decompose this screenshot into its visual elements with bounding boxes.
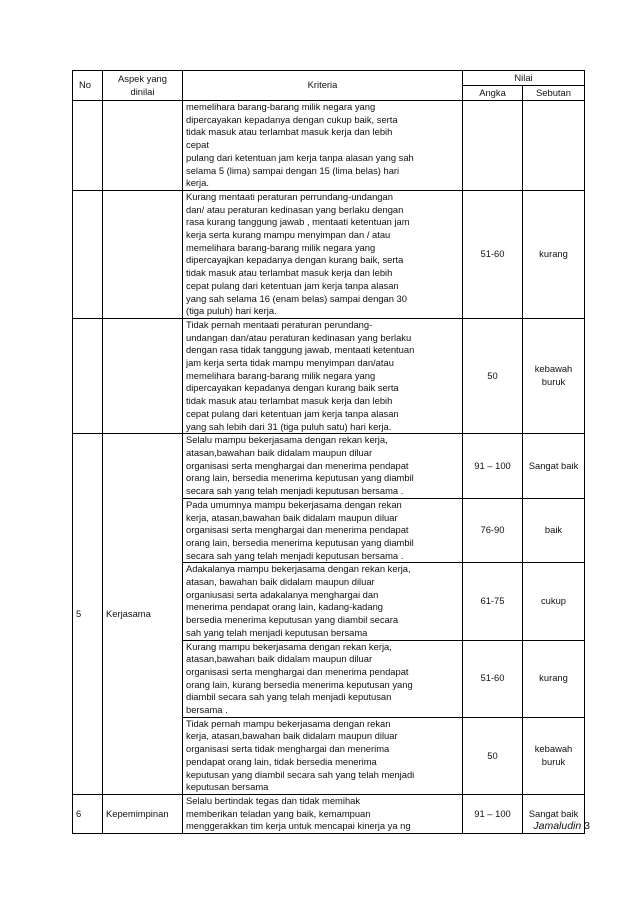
sebutan-cell (523, 101, 585, 191)
kriteria-line: pendapat orang lain, tidak bersedia menerima (186, 755, 377, 767)
kriteria-line: Tidak pernah mentaati peraturan perundang- (186, 318, 373, 330)
aspek-cell (103, 101, 183, 191)
kriteria-line: menerima pendapat orang lain, kadang-kadang (186, 601, 384, 613)
kriteria-line: memelihara barang-barang milik negara yang (186, 101, 376, 112)
aspek-cell (103, 318, 183, 433)
kriteria-line: (tiga puluh) hari kerja. (186, 305, 277, 317)
kriteria-line: kerja. (186, 177, 209, 189)
kriteria-line: Kurang mentaati peraturan perrundang-undangan (186, 190, 393, 202)
angka-cell: 76-90 (463, 498, 523, 563)
sebutan-cell: kebawah buruk (523, 318, 585, 433)
kriteria-line: kerja, atasan,bawahan baik didalam maupun diluar (186, 730, 398, 742)
header-aspek: Aspek yang dinilai (103, 71, 183, 101)
kriteria-line: dipercayakan kepadanya dengan cukup baik, serta (186, 113, 398, 125)
table-row (73, 190, 585, 318)
table-row (73, 794, 585, 833)
no-cell (73, 190, 103, 318)
kriteria-line: pulang dari ketentuan jam kerja tanpa alasan yang sah (186, 151, 414, 163)
kriteria-cell (183, 101, 463, 191)
aspek-cell: Kerjasama (103, 434, 183, 795)
kriteria-line: memberikan teladan yang baik, kemampuan (186, 807, 371, 819)
kriteria-line: secara sah yang telah menjadi keputusan bersama . (186, 549, 404, 561)
footer-page-number: 3 (584, 820, 590, 832)
kriteria-line: jam kerja serta tidak mampu menyimpan dan/atau (186, 357, 394, 369)
kriteria-line: keputusan bersama (186, 781, 269, 793)
table-row (73, 434, 585, 499)
assessment-table (72, 70, 585, 834)
kriteria-line: yang sah lebih dari 31 (tiga puluh satu) hari kerja. (186, 420, 392, 432)
sebutan-cell: kurang (523, 640, 585, 717)
header-kriteria: Kriteria (183, 71, 463, 101)
kriteria-cell (183, 318, 463, 433)
kriteria-cell (183, 640, 463, 717)
sebutan-cell: Sangat baik (523, 794, 585, 833)
kriteria-line: keputusan yang diambil secara sah yang telah menjadi (186, 768, 415, 780)
kriteria-line: organisasi serta menghargai dan menerima pendapat (186, 665, 409, 677)
kriteria-line: cepat (186, 139, 209, 151)
kriteria-line: memelihara barang-barang milik negara yang (186, 369, 376, 381)
kriteria-line: Adakalanya mampu bekerjasama dengan rekan kerja, (186, 563, 411, 575)
kriteria-line: Tidak pernah mampu bekerjasama dengan rekan (186, 717, 391, 729)
kriteria-line: organisasi serta tidak menghargai dan menerima (186, 743, 390, 755)
table-row (73, 318, 585, 433)
angka-cell: 50 (463, 717, 523, 794)
kriteria-line: orang lain, kurang bersedia menerima keputusan yang (186, 678, 413, 690)
kriteria-cell (183, 717, 463, 794)
sebutan-cell: baik (523, 498, 585, 563)
kriteria-line: secara sah yang telah menjadi keputusan bersama . (186, 485, 404, 497)
kriteria-line: selama 5 (lima) sampai dengan 15 (lima belas) hari (186, 164, 400, 176)
kriteria-line: orang lain, bersedia menerima keputusan yang diambil (186, 536, 414, 548)
kriteria-line: kerja serta kurang mampu menyimpan dan / atau (186, 229, 391, 241)
kriteria-line: organisasi serta menghargai dan menerima pendapat (186, 524, 409, 536)
kriteria-line: organisasi serta menghargai dan menerima pendapat (186, 459, 409, 471)
sebutan-cell: Sangat baik (523, 434, 585, 499)
no-cell (73, 101, 103, 191)
kriteria-line: atasan,bawahan baik didalam maupun diluar (186, 653, 373, 665)
kriteria-line: sah yang telah menjadi keputusan bersama (186, 626, 368, 638)
angka-cell: 91 – 100 (463, 434, 523, 499)
kriteria-line: dengan rasa tidak tanggung jawab, mentaati ketentuan (186, 344, 415, 356)
kriteria-line: tidak masuk atau terlambat masuk kerja dan lebih (186, 126, 393, 138)
kriteria-line: bersedia menerima keputusan yang diambil secara (186, 614, 399, 626)
no-cell (73, 318, 103, 433)
kriteria-line: diambil secara sah yang telah menjadi keputusan (186, 691, 392, 703)
kriteria-line: orang lain, bersedia menerima keputusan yang diambil (186, 472, 414, 484)
kriteria-line: Pada umumnya mampu bekerjasama dengan rekan (186, 498, 402, 510)
kriteria-line: tidak masuk atau terlambat masuk kerja dan lebih (186, 395, 393, 407)
header-nilai: Nilai (463, 71, 585, 86)
aspek-cell (103, 190, 183, 318)
aspek-cell: Kepemimpinan (103, 794, 183, 833)
kriteria-line: cepat pulang dari ketentuan jam kerja tanpa alasan (186, 407, 399, 419)
kriteria-line: kerja, atasan,bawahan baik didalam maupun diluar (186, 511, 398, 523)
kriteria-cell (183, 498, 463, 563)
kriteria-cell (183, 794, 463, 833)
kriteria-line: memelihara barang-barang milik negara yang (186, 241, 376, 253)
header-angka: Angka (463, 86, 523, 101)
no-cell: 5 (73, 434, 103, 795)
kriteria-line: dipercayajkan kepadanya dengan kurang baik, serta (186, 254, 404, 266)
kriteria-line: atasan, bawahan baik didalam maupun diluar (186, 576, 375, 588)
kriteria-line: undangan dan/atau peraturan kedinasan yang berlaku (186, 331, 412, 343)
kriteria-line: cepat pulang dari ketentuan jam kerja tanpa alasan (186, 279, 399, 291)
kriteria-line: Selalu bertindak tegas dan tidak memihak (186, 794, 361, 806)
sebutan-cell: kurang (523, 190, 585, 318)
kriteria-line: atasan,bawahan baik didalam maupun diluar (186, 446, 373, 458)
kriteria-cell (183, 434, 463, 499)
footer-author: Jamaludin (533, 820, 582, 832)
angka-cell: 61-75 (463, 563, 523, 640)
kriteria-line: tidak masuk atau terlambat masuk kerja dan lebih (186, 267, 393, 279)
kriteria-line: dan/ atau peraturan kedinasan yang berlaku dengan (186, 203, 404, 215)
no-cell: 6 (73, 794, 103, 833)
kriteria-line: Kurang mampu bekerjasama dengan rekan kerja, (186, 640, 392, 652)
angka-cell: 51-60 (463, 190, 523, 318)
sebutan-cell: kebawah buruk (523, 717, 585, 794)
kriteria-line: Selalu mampu bekerjasama dengan rekan kerja, (186, 434, 388, 446)
angka-cell: 51-60 (463, 640, 523, 717)
table-row (73, 101, 585, 191)
kriteria-line: dipercayakan kepadanya dengan kurang baik serta (186, 382, 399, 394)
page-footer (533, 820, 590, 832)
header-no: No (73, 71, 103, 101)
kriteria-cell (183, 190, 463, 318)
sebutan-cell: cukup (523, 563, 585, 640)
angka-cell: 50 (463, 318, 523, 433)
kriteria-cell (183, 563, 463, 640)
angka-cell: 91 – 100 (463, 794, 523, 833)
kriteria-line: bersama . (186, 704, 228, 716)
angka-cell (463, 101, 523, 191)
header-sebutan: Sebutan (523, 86, 585, 101)
kriteria-line: yang sah selama 16 (enam belas) sampai dengan 30 (186, 292, 407, 304)
kriteria-line: organiusasi serta adakalanya menghargai dan (186, 588, 379, 600)
kriteria-line: menggerakkan tim kerja untuk mencapai kinerja ya ng (186, 820, 411, 832)
kriteria-line: rasa kurang tanggung jawab , mentaati ketentuan jam (186, 216, 410, 228)
